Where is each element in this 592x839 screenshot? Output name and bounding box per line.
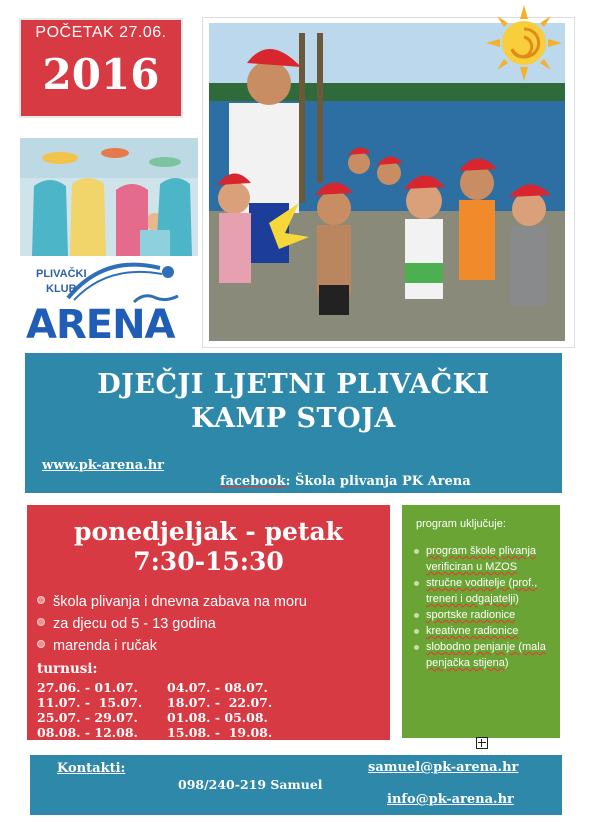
sun-icon — [486, 5, 562, 81]
move-handle-icon[interactable] — [476, 737, 488, 749]
program-item: program škole plivanja verificiran u MZOS — [414, 543, 558, 575]
feature-item: marenda i ručak — [37, 638, 157, 654]
bullet-icon — [414, 613, 419, 618]
start-date-box — [19, 18, 183, 118]
program-box — [402, 505, 560, 738]
turnus-date: 04.07. - 08.07. — [167, 680, 268, 695]
kids-photo — [20, 138, 198, 256]
schedule-hours: 7:30-15:30 — [133, 547, 284, 576]
contact-phone: 098/240-219 Samuel — [178, 777, 323, 792]
website-link[interactable]: www.pk-arena.hr — [42, 458, 165, 473]
turnus-date: 11.07. - 15.07. — [37, 695, 143, 710]
contact-email-samuel[interactable]: samuel@pk-arena.hr — [368, 760, 519, 775]
bullet-icon — [37, 640, 45, 648]
facebook-label: facebook — [220, 474, 286, 489]
turnusi-label: turnusi: — [37, 661, 98, 677]
facebook-link[interactable] — [220, 474, 471, 489]
contact-email-info[interactable]: info@pk-arena.hr — [387, 792, 514, 807]
title-banner — [25, 353, 562, 493]
feature-item: za djecu od 5 - 13 godina — [37, 616, 216, 632]
facebook-text: : Škola plivanja PK Arena — [285, 474, 471, 489]
contact-bar — [30, 755, 562, 815]
turnus-date: 08.08. - 12.08. — [37, 725, 138, 740]
bullet-icon — [37, 596, 45, 604]
turnus-date: 01.08. - 05.08. — [167, 710, 268, 725]
turnus-date: 27.06. - 01.07. — [37, 680, 138, 695]
program-item: kreativne radionice — [414, 623, 558, 639]
title-line-1: DJEČJI LJETNI PLIVAČKI — [97, 369, 490, 400]
turnus-date: 25.07. - 29.07. — [37, 710, 138, 725]
bullet-icon — [414, 549, 419, 554]
logo-name: ARENA — [26, 302, 175, 348]
contact-label: Kontakti: — [57, 761, 126, 776]
program-item: slobodno penjanje (mala penjačka stijena) — [414, 639, 558, 671]
program-list — [414, 543, 558, 671]
bullet-icon — [37, 618, 45, 626]
feature-item: škola plivanja i dnevna zabava na moru — [37, 594, 307, 610]
schedule-box — [27, 505, 390, 740]
program-item: stručne voditelje (prof., treneri i odgajatelji) — [414, 575, 558, 607]
logo-line-2: KLUB — [46, 283, 77, 295]
bullet-icon — [414, 629, 419, 634]
turnus-date: 18.07. - 22.07. — [167, 695, 273, 710]
start-label: POČETAK 27.06. — [35, 24, 167, 41]
bullet-icon — [414, 645, 419, 650]
start-year: 2016 — [42, 50, 160, 99]
logo-line-1: PLIVAČKI — [36, 268, 87, 280]
program-heading: program uključuje: — [416, 518, 506, 530]
turnus-date: 15.08. - 19.08. — [167, 725, 273, 740]
schedule-days: ponedjeljak - petak — [74, 517, 343, 546]
title-line-2: KAMP STOJA — [191, 403, 396, 434]
club-logo — [24, 258, 184, 350]
bullet-icon — [414, 581, 419, 586]
program-item: sportske radionice — [414, 607, 558, 623]
